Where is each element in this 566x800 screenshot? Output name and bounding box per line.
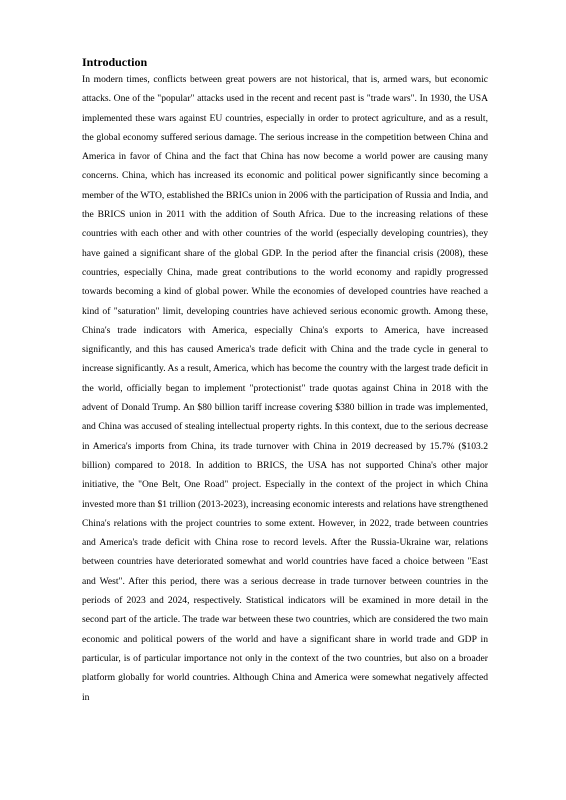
section-heading-introduction: Introduction (82, 55, 148, 69)
document-page (82, 55, 488, 707)
introduction-paragraph: In modern times, conflicts between great powers are not historical, that is, armed wars, but economic attacks. One of the "popular" attacks used in the recent and recent past is "trade wars". In 1930, the USA implemented these wars against EU countries, especially in order to protect agriculture, and as a result, the global economy suffered serious damage. The serious increase in the competition between China and America in favor of China and the fact that China has now become a world power are causing many concerns. China, which has increased its economic and political power significantly since becoming a member of the WTO, established the BRICs union in 2006 with the participation of Russia and India, and the BRICS union in 2011 with the addition of South Africa. Due to the increasing relations of these countries with each other and with other countries of the world (especially developing countries), they have gained a significant share of the global GDP. In the period after the financial crisis (2008), these countries, especially China, made great contributions to the world economy and rapidly progressed towards becoming a kind of global power. While the economies of developed countries have reached a kind of "saturation" limit, developing countries have achieved serious economic growth. Among these, China's trade indicators with America, especially China's exports to America, have increased significantly, and this has caused America's trade deficit with China and the trade cycle in general to increase significantly. As a result, America, which has become the country with the largest trade deficit in the world, officially began to implement "protectionist" trade quotas against China in 2018 with the advent of Donald Trump. An $80 billion tariff increase covering $380 billion in trade was implemented, and China was accused of stealing intellectual property rights. In this context, due to the serious decrease in America's imports from China, its trade turnover with China in 2019 decreased by 15.7% ($103.2 billion) compared to 2018. In addition to BRICS, the USA has not supported China's other major initiative, the "One Belt, One Road" project. Especially in the context of the project in which China invested more than $1 trillion (2013-2023), increasing economic interests and relations have strengthened China's relations with the project countries to some extent. However, in 2022, trade between countries and America's trade deficit with China rose to record levels. After the Russia-Ukraine war, relations between countries have deteriorated somewhat and world countries have faced a choice between "East and West". After this period, there was a serious decrease in trade turnover between countries in the periods of 2023 and 2024, respectively. Statistical indicators will be examined in more detail in the second part of the article. The trade war between these two countries, which are considered the two main economic and political powers of the world and have a significant share in world trade and GDP in particular, is of particular importance not only in the context of the two countries, but also on a broader platform globally for world countries. Although China and America were somewhat negatively affected in (82, 74, 488, 703)
